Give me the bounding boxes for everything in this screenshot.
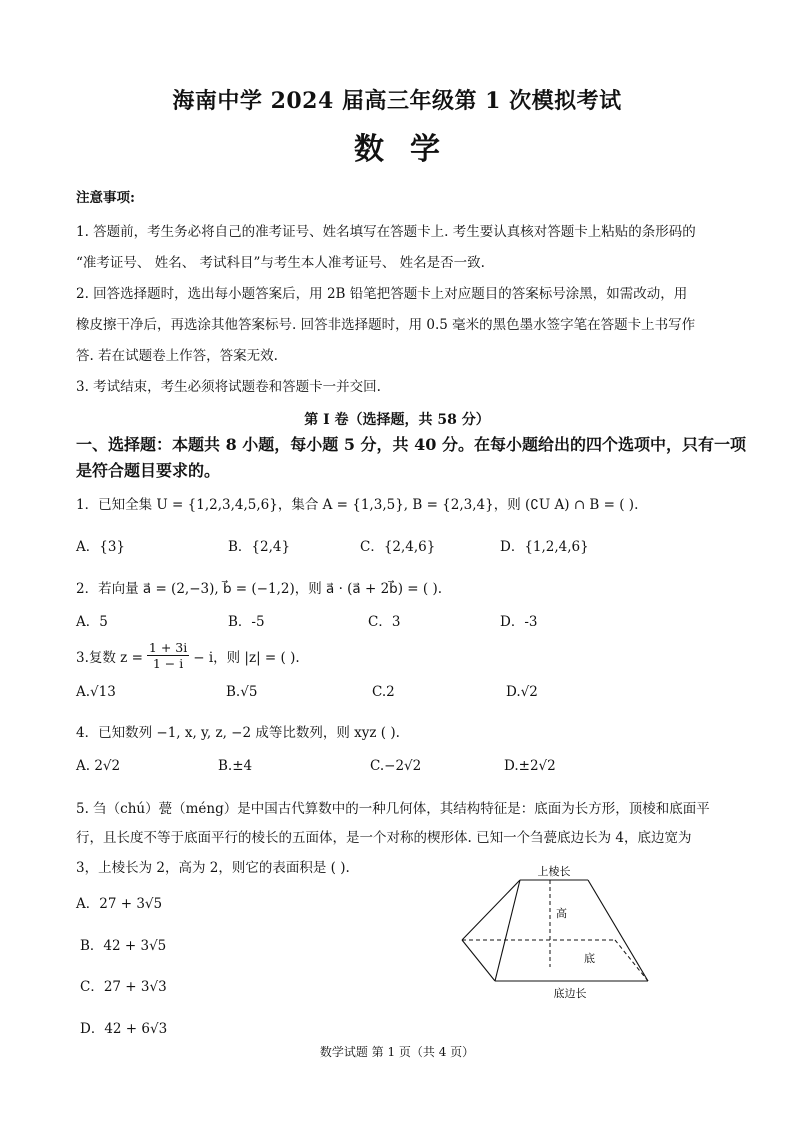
question-4-option-a: A. 2√2 xyxy=(76,758,121,774)
subject-title: 数学 xyxy=(354,132,466,167)
notes-line: “准考证号、 姓名、 考试科目”与考生本人准考证号、 姓名是否一致. xyxy=(76,255,485,271)
label-height: 高 xyxy=(556,907,567,920)
fraction-denominator: 1 − i xyxy=(152,656,184,671)
label-base: 底 xyxy=(584,952,595,965)
question-4-option-c: C.−2√2 xyxy=(370,758,422,774)
question-5-option-a: A．27 + 3√5 xyxy=(76,896,163,912)
question-3-prefix: 3.复数 z = xyxy=(76,649,143,666)
question-4-option-d: D.±2√2 xyxy=(504,758,556,774)
question-3-suffix: − i，则 |z| = ( ). xyxy=(193,649,300,666)
part-heading: 一、选择题：本题共 8 小题，每小题 5 分，共 40 分。在每小题给出的四个选项中，只有一项 xyxy=(76,435,746,454)
question-1-stem: 1．已知全集 U = {1,2,3,4,5,6}，集合 A = {1,3,5}, B = {2,3,4}，则 (∁U A) ∩ B = ( ). xyxy=(76,497,639,513)
question-1-option-c: C．{2,4,6} xyxy=(360,539,436,555)
question-1-option-d: D．{1,2,4,6} xyxy=(500,539,589,555)
question-3-option-a: A.√13 xyxy=(76,684,116,700)
left-lower-edge xyxy=(462,940,495,981)
chumeng-figure xyxy=(450,855,660,1005)
question-3-option-d: D.√2 xyxy=(506,684,538,700)
question-2-stem: 2．若向量 a⃗ = (2,−3), b⃗ = (−1,2)，则 a⃗ · (a⃗ + 2b⃗) = ( ). xyxy=(76,581,443,597)
exam-title: 海南中学 2024 届高三年级第 1 次模拟考试 xyxy=(172,88,622,114)
question-5-stem-line: 行，且长度不等于底面平行的棱长的五面体，是一个对称的楔形体. 已知一个刍甍底边长为 4，底边宽为 xyxy=(76,830,692,846)
notes-heading: 注意事项: xyxy=(76,190,135,206)
question-2-option-a: A．5 xyxy=(76,614,108,630)
question-5-option-c: C．27 + 3√3 xyxy=(80,979,167,995)
notes-line: 答. 若在试题卷上作答，答案无效. xyxy=(76,348,278,364)
question-3-option-c: C.2 xyxy=(372,684,395,700)
question-3-option-b: B.√5 xyxy=(226,684,258,700)
right-slant-edge xyxy=(588,880,648,981)
page-footer: 数学试题 第 1 页（共 4 页） xyxy=(319,1045,475,1059)
question-1-option-a: A．{3} xyxy=(76,539,126,555)
question-3-fraction xyxy=(147,640,189,671)
label-top-ridge: 上棱长 xyxy=(537,865,571,878)
notes-line: 橡皮擦干净后，再选涂其他答案标号. 回答非选择题时，用 0.5 毫米的黑色墨水签字笔在答题卡上书写作 xyxy=(76,317,696,333)
question-4-stem: 4．已知数列 −1, x, y, z, −2 成等比数列，则 xyz ( ). xyxy=(76,725,400,741)
hidden-right-edge xyxy=(615,940,648,981)
question-2-option-b: B．-5 xyxy=(228,614,265,630)
question-2-option-d: D．-3 xyxy=(500,614,538,630)
fraction-numerator: 1 + 3i xyxy=(148,640,188,655)
part-heading: 是符合题目要求的。 xyxy=(76,461,221,480)
question-3-stem xyxy=(76,640,300,671)
notes-line: 1. 答题前，考生务必将自己的准考证号、姓名填写在答题卡上. 考生要认真核对答题卡上粘贴的条形码的 xyxy=(76,224,696,240)
question-5-stem-line: 5. 刍（chú）甍（méng）是中国古代算数中的一种几何体，其结构特征是：底面为长方形，顶棱和底面平 xyxy=(76,801,710,817)
section-title: 第 I 卷（选择题，共 58 分） xyxy=(304,412,490,428)
notes-line: 3. 考试结束，考生必须将试题卷和答题卡一并交回. xyxy=(76,379,381,395)
label-bottom-length: 底边长 xyxy=(553,987,587,1000)
notes-line: 2. 回答选择题时，选出每小题答案后，用 2B 铅笔把答题卡上对应题目的答案标号涂黑，如需改动，用 xyxy=(76,286,688,302)
question-2-option-c: C．3 xyxy=(368,614,401,630)
question-1-option-b: B．{2,4} xyxy=(228,539,291,555)
question-5-option-d: D．42 + 6√3 xyxy=(80,1021,168,1037)
left-slant-edge xyxy=(462,880,520,940)
question-4-option-b: B.±4 xyxy=(218,758,253,774)
question-5-option-b: B．42 + 3√5 xyxy=(80,938,167,954)
question-5-stem-line: 3，上棱长为 2，高为 2，则它的表面积是 ( ). xyxy=(76,860,350,876)
front-left-edge xyxy=(495,880,520,981)
